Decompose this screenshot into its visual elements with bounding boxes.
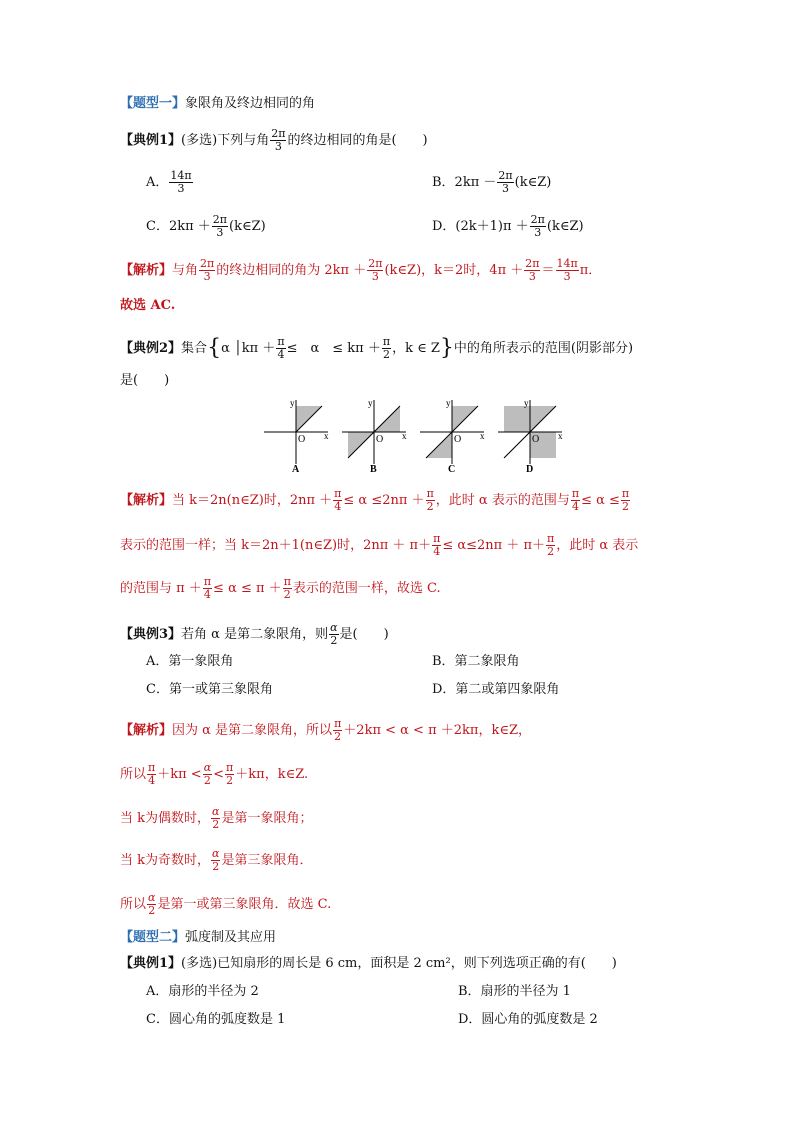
example2-solution-line1	[120, 488, 631, 513]
numerator: 14π	[556, 257, 578, 270]
option-c	[146, 214, 266, 239]
denominator: 3	[177, 182, 185, 195]
denominator: 3	[502, 182, 509, 195]
stem-text: 集合	[181, 341, 208, 356]
section-bracket: 【题型二】	[120, 930, 186, 945]
figure-b	[342, 398, 407, 474]
option-a: A．扇形的半径为 2	[146, 984, 259, 999]
numerator: π	[571, 487, 580, 500]
solution-label: 【解析】	[120, 493, 173, 508]
solution-text: 的范围与 π ＋	[120, 581, 202, 596]
solution-text: ≤ α ≤ π ＋	[213, 581, 282, 596]
numerator: π	[334, 487, 342, 500]
solution-text: 表示的范围一样，故选 C.	[292, 581, 441, 596]
example3-solution-line4	[120, 848, 312, 873]
numerator: π	[621, 487, 630, 500]
solution-text: 与角	[172, 263, 199, 278]
stem-text: 中的角所表示的范围(阴影部分)	[453, 341, 634, 356]
denominator: 2	[203, 774, 211, 787]
example1-stem	[120, 128, 428, 153]
axis-label-x: x	[558, 431, 563, 441]
denominator: 2	[622, 500, 630, 513]
solution-text: ＋kπ，k∈Z.	[235, 767, 309, 782]
stem-text: 的终边相同的角是( )	[287, 133, 428, 148]
option-text: C．2kπ ＋	[146, 219, 211, 234]
solution-text: ≤ α≤2nπ ＋ π＋	[442, 538, 546, 553]
denominator: 3	[534, 226, 542, 239]
denominator: 4	[334, 500, 342, 513]
solution-text: 是第三象限角．	[221, 853, 313, 868]
example1-answer: 故选 AC.	[120, 298, 176, 313]
figure-c	[420, 398, 485, 474]
option-text: B．2kπ －	[432, 175, 497, 190]
solution-label: 【解析】	[120, 263, 173, 278]
numerator: π	[203, 575, 212, 588]
denominator: 3	[216, 226, 224, 239]
numerator: α	[203, 761, 212, 774]
origin-label: O	[298, 434, 306, 445]
example3-solution-line3	[120, 806, 312, 831]
numerator: π	[426, 487, 434, 500]
denominator: 2	[212, 818, 220, 831]
numerator: π	[283, 575, 291, 588]
numerator: 14π	[170, 169, 192, 182]
section-name: 象限角及终边相同的角	[185, 96, 316, 111]
example2-stem: 【典例2】集合{α │kπ ＋ $\frac{\pi}{4}$ ≤ α ≤ kπ ＋ $\frac{\pi}{2}$ ，k ∈ Z}中的角所表示的范围(阴影部分)	[120, 335, 634, 361]
option-a	[146, 170, 194, 195]
quadrant-figures	[256, 392, 566, 474]
solution-text: 所以	[120, 897, 147, 912]
denominator: 2	[426, 500, 434, 513]
option-letter: A．	[146, 175, 169, 190]
denominator: 2	[226, 774, 234, 787]
figure-label: B	[370, 464, 377, 474]
numerator: α	[148, 891, 156, 904]
option-text: (k∈Z)	[514, 175, 552, 190]
denominator: 2	[283, 588, 291, 601]
example-label: 【典例2】	[120, 341, 182, 356]
numerator: α	[212, 805, 220, 818]
option-c: C．圆心角的弧度数是 1	[146, 1012, 286, 1027]
solution-text: 所以	[120, 767, 147, 782]
example4-stem	[120, 956, 617, 972]
solution-label: 【解析】	[120, 723, 173, 738]
solution-text: 当 k为奇数时，	[120, 853, 211, 868]
stem-text: 若角 α 是第二象限角，则	[181, 627, 329, 642]
solution-text: ，此时 α 表示	[556, 538, 639, 553]
option-a: A．第一象限角	[146, 654, 234, 669]
option-text: (k∈Z)	[229, 219, 266, 234]
denominator: 4	[203, 588, 211, 601]
option-text: (k∈Z)	[546, 219, 584, 234]
solution-text: ＋kπ <	[157, 767, 202, 782]
example2-solution-line3	[120, 576, 441, 601]
set-text: ，k ∈ Z	[392, 341, 440, 356]
numerator: 2π	[368, 257, 383, 270]
option-c: C．第一或第三象限角	[146, 682, 273, 697]
denominator: 3	[371, 270, 379, 283]
denominator: 2	[148, 904, 156, 917]
origin-label: O	[376, 434, 384, 445]
figure-d	[498, 398, 563, 474]
denominator: 3	[203, 270, 211, 283]
figure-label: D	[526, 464, 534, 474]
option-b	[432, 170, 551, 195]
section-name: 弧度制及其应用	[185, 930, 277, 945]
fraction	[270, 128, 286, 153]
example-label: 【典例1】	[120, 133, 182, 148]
stem-text: 是( )	[339, 627, 389, 642]
solution-text: 当 k＝2n(n∈Z)时，2nπ ＋	[172, 493, 333, 508]
option-d: D．圆心角的弧度数是 2	[458, 1012, 598, 1027]
figure-a	[264, 398, 329, 474]
section-title-1	[120, 96, 315, 112]
set-text: α │kπ ＋	[221, 341, 276, 356]
solution-text: ＝	[541, 263, 555, 278]
stem-text: (多选)下列与角	[181, 133, 270, 148]
axis-label-x: x	[402, 431, 407, 441]
denominator: 2	[334, 730, 342, 743]
numerator: α	[212, 847, 220, 860]
set-text: ≤ α ≤ kπ ＋	[286, 341, 381, 356]
numerator: 2π	[498, 169, 513, 182]
axis-label-y: y	[290, 398, 295, 408]
stem-text: (多选)已知扇形的周长是 6 cm，面积是 2 cm²，则下列选项正确的有( )	[181, 956, 617, 971]
example2-stem-cont: 是( )	[120, 373, 170, 388]
solution-text: <	[213, 767, 225, 782]
example3-solution-line5	[120, 892, 331, 917]
numerator: 2π	[530, 213, 545, 226]
example2-solution-line2	[120, 533, 638, 558]
solution-text: 当 k为偶数时，	[120, 811, 211, 826]
numerator: π	[433, 532, 441, 545]
numerator: π	[547, 532, 555, 545]
option-d: D．第二或第四象限角	[432, 682, 560, 697]
numerator: 2π	[200, 257, 215, 270]
example3-solution-line1	[120, 718, 531, 743]
denominator: 3	[274, 140, 282, 153]
solution-text: ≤ α ≤2nπ ＋	[343, 493, 425, 508]
solution-text: 是第一象限角；	[221, 811, 313, 826]
numerator: π	[148, 761, 156, 774]
example3-stem	[120, 622, 389, 647]
example1-solution	[120, 258, 601, 283]
axis-label-y: y	[446, 398, 451, 408]
axis-label-y: y	[524, 398, 529, 408]
numerator: α	[330, 621, 338, 634]
denominator: 2	[330, 634, 338, 647]
denominator: 3	[528, 270, 536, 283]
numerator: π	[226, 761, 234, 774]
option-d	[432, 214, 584, 239]
numerator: π	[277, 335, 285, 348]
solution-text: 表示的范围一样；当 k＝2n＋1(n∈Z)时，2nπ ＋ π＋	[120, 538, 432, 553]
option-text: D．(2k＋1)π ＋	[432, 219, 529, 234]
solution-text: 因为 α 是第二象限角，所以	[172, 723, 333, 738]
numerator: 2π	[212, 213, 228, 226]
denominator: 2	[382, 348, 390, 361]
example-label: 【典例1】	[120, 956, 182, 971]
origin-label: O	[454, 434, 462, 445]
figure-label: A	[292, 464, 300, 474]
figure-label: C	[448, 464, 456, 474]
option-b: B．扇形的半径为 1	[458, 984, 571, 999]
example-label: 【典例3】	[120, 627, 182, 642]
solution-text: π．	[579, 263, 602, 278]
origin-label: O	[532, 434, 540, 445]
axis-label-y: y	[368, 398, 373, 408]
denominator: 4	[277, 348, 285, 361]
example3-solution-line2	[120, 762, 308, 787]
denominator: 3	[563, 270, 571, 283]
denominator: 4	[148, 774, 156, 787]
denominator: 4	[433, 545, 441, 558]
numerator: π	[382, 335, 391, 348]
solution-text: 是第一或第三象限角．故选 C.	[157, 897, 332, 912]
numerator: 2π	[271, 127, 286, 140]
denominator: 2	[212, 860, 220, 873]
axis-label-x: x	[480, 431, 485, 441]
section-bracket: 【题型一】	[120, 96, 186, 111]
option-b: B．第二象限角	[432, 654, 520, 669]
solution-text: (k∈Z)，k＝2时，4π ＋	[384, 263, 524, 278]
solution-text: ≤ α ≤	[581, 493, 620, 508]
numerator: π	[334, 717, 342, 730]
denominator: 2	[547, 545, 555, 558]
denominator: 4	[571, 500, 579, 513]
solution-text: ＋2kπ < α < π ＋2kπ，k∈Z，	[343, 723, 531, 738]
numerator: 2π	[525, 257, 540, 270]
axis-label-x: x	[324, 431, 329, 441]
solution-text: 的终边相同的角为 2kπ ＋	[216, 263, 367, 278]
section-title-2	[120, 930, 276, 946]
solution-text: ，此时 α 表示的范围与	[435, 493, 570, 508]
